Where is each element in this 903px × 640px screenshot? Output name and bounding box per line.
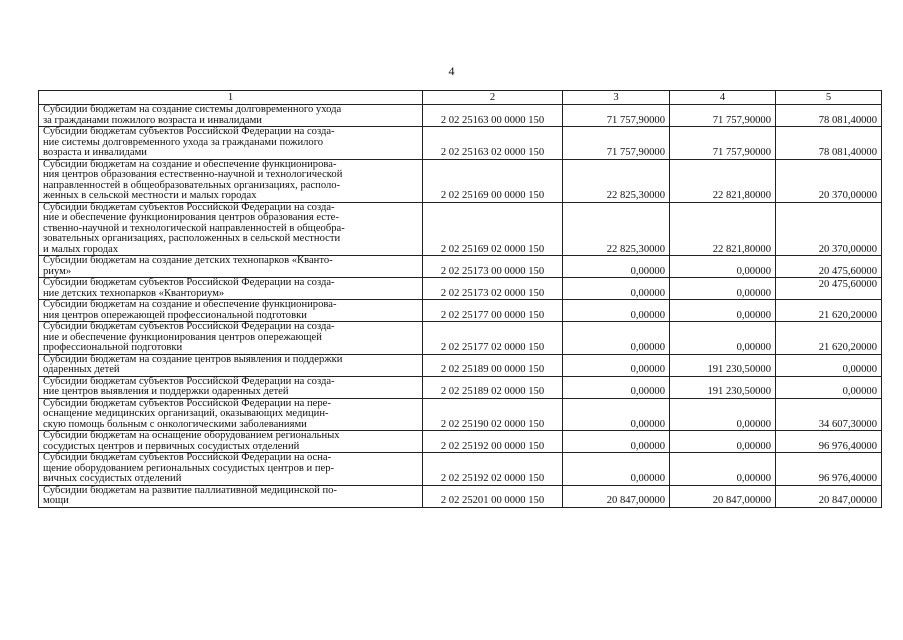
header-row	[39, 91, 882, 105]
row-value-3: 0,00000	[563, 376, 670, 398]
row-code: 2 02 25173 00 0000 150	[423, 256, 563, 278]
row-name-line: Субсидии бюджетам субъектов Российской Федерации на созда-	[43, 277, 335, 288]
row-name-line: ние системы долговременного ухода за гражданами пожилого	[43, 136, 324, 148]
table-row	[39, 431, 882, 453]
row-name	[39, 398, 423, 431]
row-name-line: ние детских технопарков «Кванториум»	[43, 287, 225, 299]
row-value-3: 0,00000	[563, 322, 670, 355]
row-value-5: 20 475,60000	[776, 256, 882, 278]
row-name-line: ния центров опережающей профессиональной подготовки	[43, 309, 307, 321]
row-value-5: 0,00000	[776, 354, 882, 376]
table-row	[39, 398, 882, 431]
row-code: 2 02 25173 02 0000 150	[423, 278, 563, 300]
row-value-4: 0,00000	[670, 300, 776, 322]
row-name-line: оснащение медицинских организаций, оказывающих медицин-	[43, 408, 329, 419]
column-header-4: 4	[670, 91, 776, 105]
table-row	[39, 453, 882, 486]
row-value-3: 22 825,30000	[563, 202, 670, 256]
row-name	[39, 453, 423, 486]
row-value-5: 78 081,40000	[776, 105, 882, 127]
row-name	[39, 127, 423, 160]
row-code: 2 02 25189 00 0000 150	[423, 354, 563, 376]
row-value-3: 71 757,90000	[563, 127, 670, 160]
row-value-3: 0,00000	[563, 453, 670, 486]
row-code: 2 02 25190 02 0000 150	[423, 398, 563, 431]
row-value-3: 0,00000	[563, 354, 670, 376]
row-name-line: женных в сельской местности и малых городах	[43, 190, 257, 201]
row-name-line: риум»	[43, 265, 72, 277]
row-name	[39, 300, 423, 322]
row-name	[39, 159, 423, 202]
row-name-line: Субсидии бюджетам на создание и обеспечение функционирова-	[43, 299, 337, 310]
row-value-5: 0,00000	[776, 376, 882, 398]
row-name-line: сосудистых центров и первичных сосудистых отделений	[43, 440, 300, 452]
row-name-line: Субсидии бюджетам субъектов Российской Федерации на созда-	[43, 201, 335, 213]
row-value-4: 191 230,50000	[670, 376, 776, 398]
row-name-line: Субсидии бюджетам на развитие паллиативной медицинской по-	[43, 484, 337, 496]
table-row	[39, 300, 882, 322]
row-name-line: вичных сосудистых отделений	[43, 473, 182, 484]
table-row	[39, 127, 882, 160]
table-row	[39, 202, 882, 256]
row-code: 2 02 25189 02 0000 150	[423, 376, 563, 398]
row-code: 2 02 25192 02 0000 150	[423, 453, 563, 486]
row-name-line: профессиональной подготовки	[43, 342, 183, 353]
row-value-4: 0,00000	[670, 453, 776, 486]
row-name-line: ственно-научной и технологической направленностей в общеобра-	[43, 222, 345, 234]
budget-table	[38, 90, 882, 508]
table-row	[39, 278, 882, 300]
row-value-4: 71 757,90000	[670, 127, 776, 160]
row-name-line: одаренных детей	[43, 364, 120, 375]
row-name-line: Субсидии бюджетам субъектов Российской Федерации на пере-	[43, 397, 331, 409]
row-value-3: 20 847,00000	[563, 485, 670, 507]
row-value-5: 96 976,40000	[776, 431, 882, 453]
row-name-line: мощи	[43, 495, 69, 506]
row-name-line: ние центров выявления и поддержки одаренных детей	[43, 386, 289, 397]
row-value-3: 0,00000	[563, 278, 670, 300]
row-name-line: скую помощь больным с онкологическими заболеваниями	[43, 418, 307, 430]
row-name-line: щение оборудованием региональных сосудистых центров и пер-	[43, 462, 335, 474]
row-value-5: 20 475,60000	[776, 278, 882, 300]
table-row	[39, 105, 882, 127]
row-name-line: направленностей в общеобразовательных организациях, располо-	[43, 179, 341, 191]
row-value-4: 0,00000	[670, 256, 776, 278]
row-name	[39, 354, 423, 376]
row-name-line: Субсидии бюджетам на создание системы долговременного ухода	[43, 104, 342, 115]
row-code: 2 02 25177 02 0000 150	[423, 322, 563, 355]
row-value-3: 22 825,30000	[563, 159, 670, 202]
row-value-3: 0,00000	[563, 300, 670, 322]
row-code: 2 02 25201 00 0000 150	[423, 485, 563, 507]
row-value-5: 20 847,00000	[776, 485, 882, 507]
row-value-4: 22 821,80000	[670, 202, 776, 256]
row-value-4: 71 757,90000	[670, 105, 776, 127]
row-name-line: Субсидии бюджетам на создание детских технопарков «Кванто-	[43, 255, 333, 266]
row-name	[39, 322, 423, 355]
row-name-line: Субсидии бюджетам субъектов Российской Федерации на осна-	[43, 452, 332, 463]
row-name-line: Субсидии бюджетам субъектов Российской Федерации на созда-	[43, 321, 335, 332]
row-value-3: 0,00000	[563, 256, 670, 278]
column-header-1: 1	[39, 91, 423, 105]
row-name	[39, 278, 423, 300]
table-row	[39, 376, 882, 398]
table-row	[39, 354, 882, 376]
row-name-line: ния центров образования естественно-научной и технологической	[43, 169, 343, 180]
column-header-2: 2	[423, 91, 563, 105]
row-value-4: 0,00000	[670, 431, 776, 453]
row-code: 2 02 25163 02 0000 150	[423, 127, 563, 160]
row-name	[39, 431, 423, 453]
row-name-line: Субсидии бюджетам на создание и обеспечение функционирова-	[43, 158, 337, 170]
row-value-4: 20 847,00000	[670, 485, 776, 507]
row-value-5: 20 370,00000	[776, 202, 882, 256]
row-name	[39, 256, 423, 278]
row-code: 2 02 25169 00 0000 150	[423, 159, 563, 202]
row-name-line: и малых городах	[43, 243, 119, 255]
row-value-4: 22 821,80000	[670, 159, 776, 202]
row-value-5: 34 607,30000	[776, 398, 882, 431]
row-name-line: Субсидии бюджетам на создание центров выявления и поддержки	[43, 353, 343, 365]
row-name-line: Субсидии бюджетам субъектов Российской Федерации на созда-	[43, 126, 335, 137]
table-row	[39, 485, 882, 507]
row-name	[39, 105, 423, 127]
row-value-4: 191 230,50000	[670, 354, 776, 376]
column-header-3: 3	[563, 91, 670, 105]
row-value-3: 71 757,90000	[563, 105, 670, 127]
row-value-4: 0,00000	[670, 278, 776, 300]
row-name-line: ние и обеспечение функционирования центров образования есте-	[43, 212, 339, 223]
table-body	[39, 105, 882, 508]
row-name	[39, 485, 423, 507]
row-code: 2 02 25177 00 0000 150	[423, 300, 563, 322]
row-code: 2 02 25163 00 0000 150	[423, 105, 563, 127]
row-value-3: 0,00000	[563, 398, 670, 431]
row-value-5: 20 370,00000	[776, 159, 882, 202]
row-name-line: возраста и инвалидами	[43, 147, 147, 158]
table-row	[39, 159, 882, 202]
row-name-line: Субсидии бюджетам на оснащение оборудованием региональных	[43, 430, 340, 441]
row-name-line: зовательных организациях, расположенных в сельской местности	[43, 233, 341, 244]
row-value-5: 21 620,20000	[776, 322, 882, 355]
column-header-5: 5	[776, 91, 882, 105]
row-name-line: ние и обеспечение функционирования центров опережающей	[43, 331, 322, 343]
row-code: 2 02 25169 02 0000 150	[423, 202, 563, 256]
page-number: 4	[448, 64, 455, 78]
table-header	[39, 91, 882, 105]
table-row	[39, 256, 882, 278]
row-value-5: 78 081,40000	[776, 127, 882, 160]
row-value-3: 0,00000	[563, 431, 670, 453]
row-value-5: 21 620,20000	[776, 300, 882, 322]
row-name	[39, 376, 423, 398]
table-row	[39, 322, 882, 355]
row-name-line: Субсидии бюджетам субъектов Российской Федерации на созда-	[43, 375, 335, 387]
row-code: 2 02 25192 00 0000 150	[423, 431, 563, 453]
row-name	[39, 202, 423, 256]
row-value-5: 96 976,40000	[776, 453, 882, 486]
row-value-4: 0,00000	[670, 322, 776, 355]
row-name-line: за гражданами пожилого возраста и инвалидами	[43, 114, 262, 126]
row-value-4: 0,00000	[670, 398, 776, 431]
